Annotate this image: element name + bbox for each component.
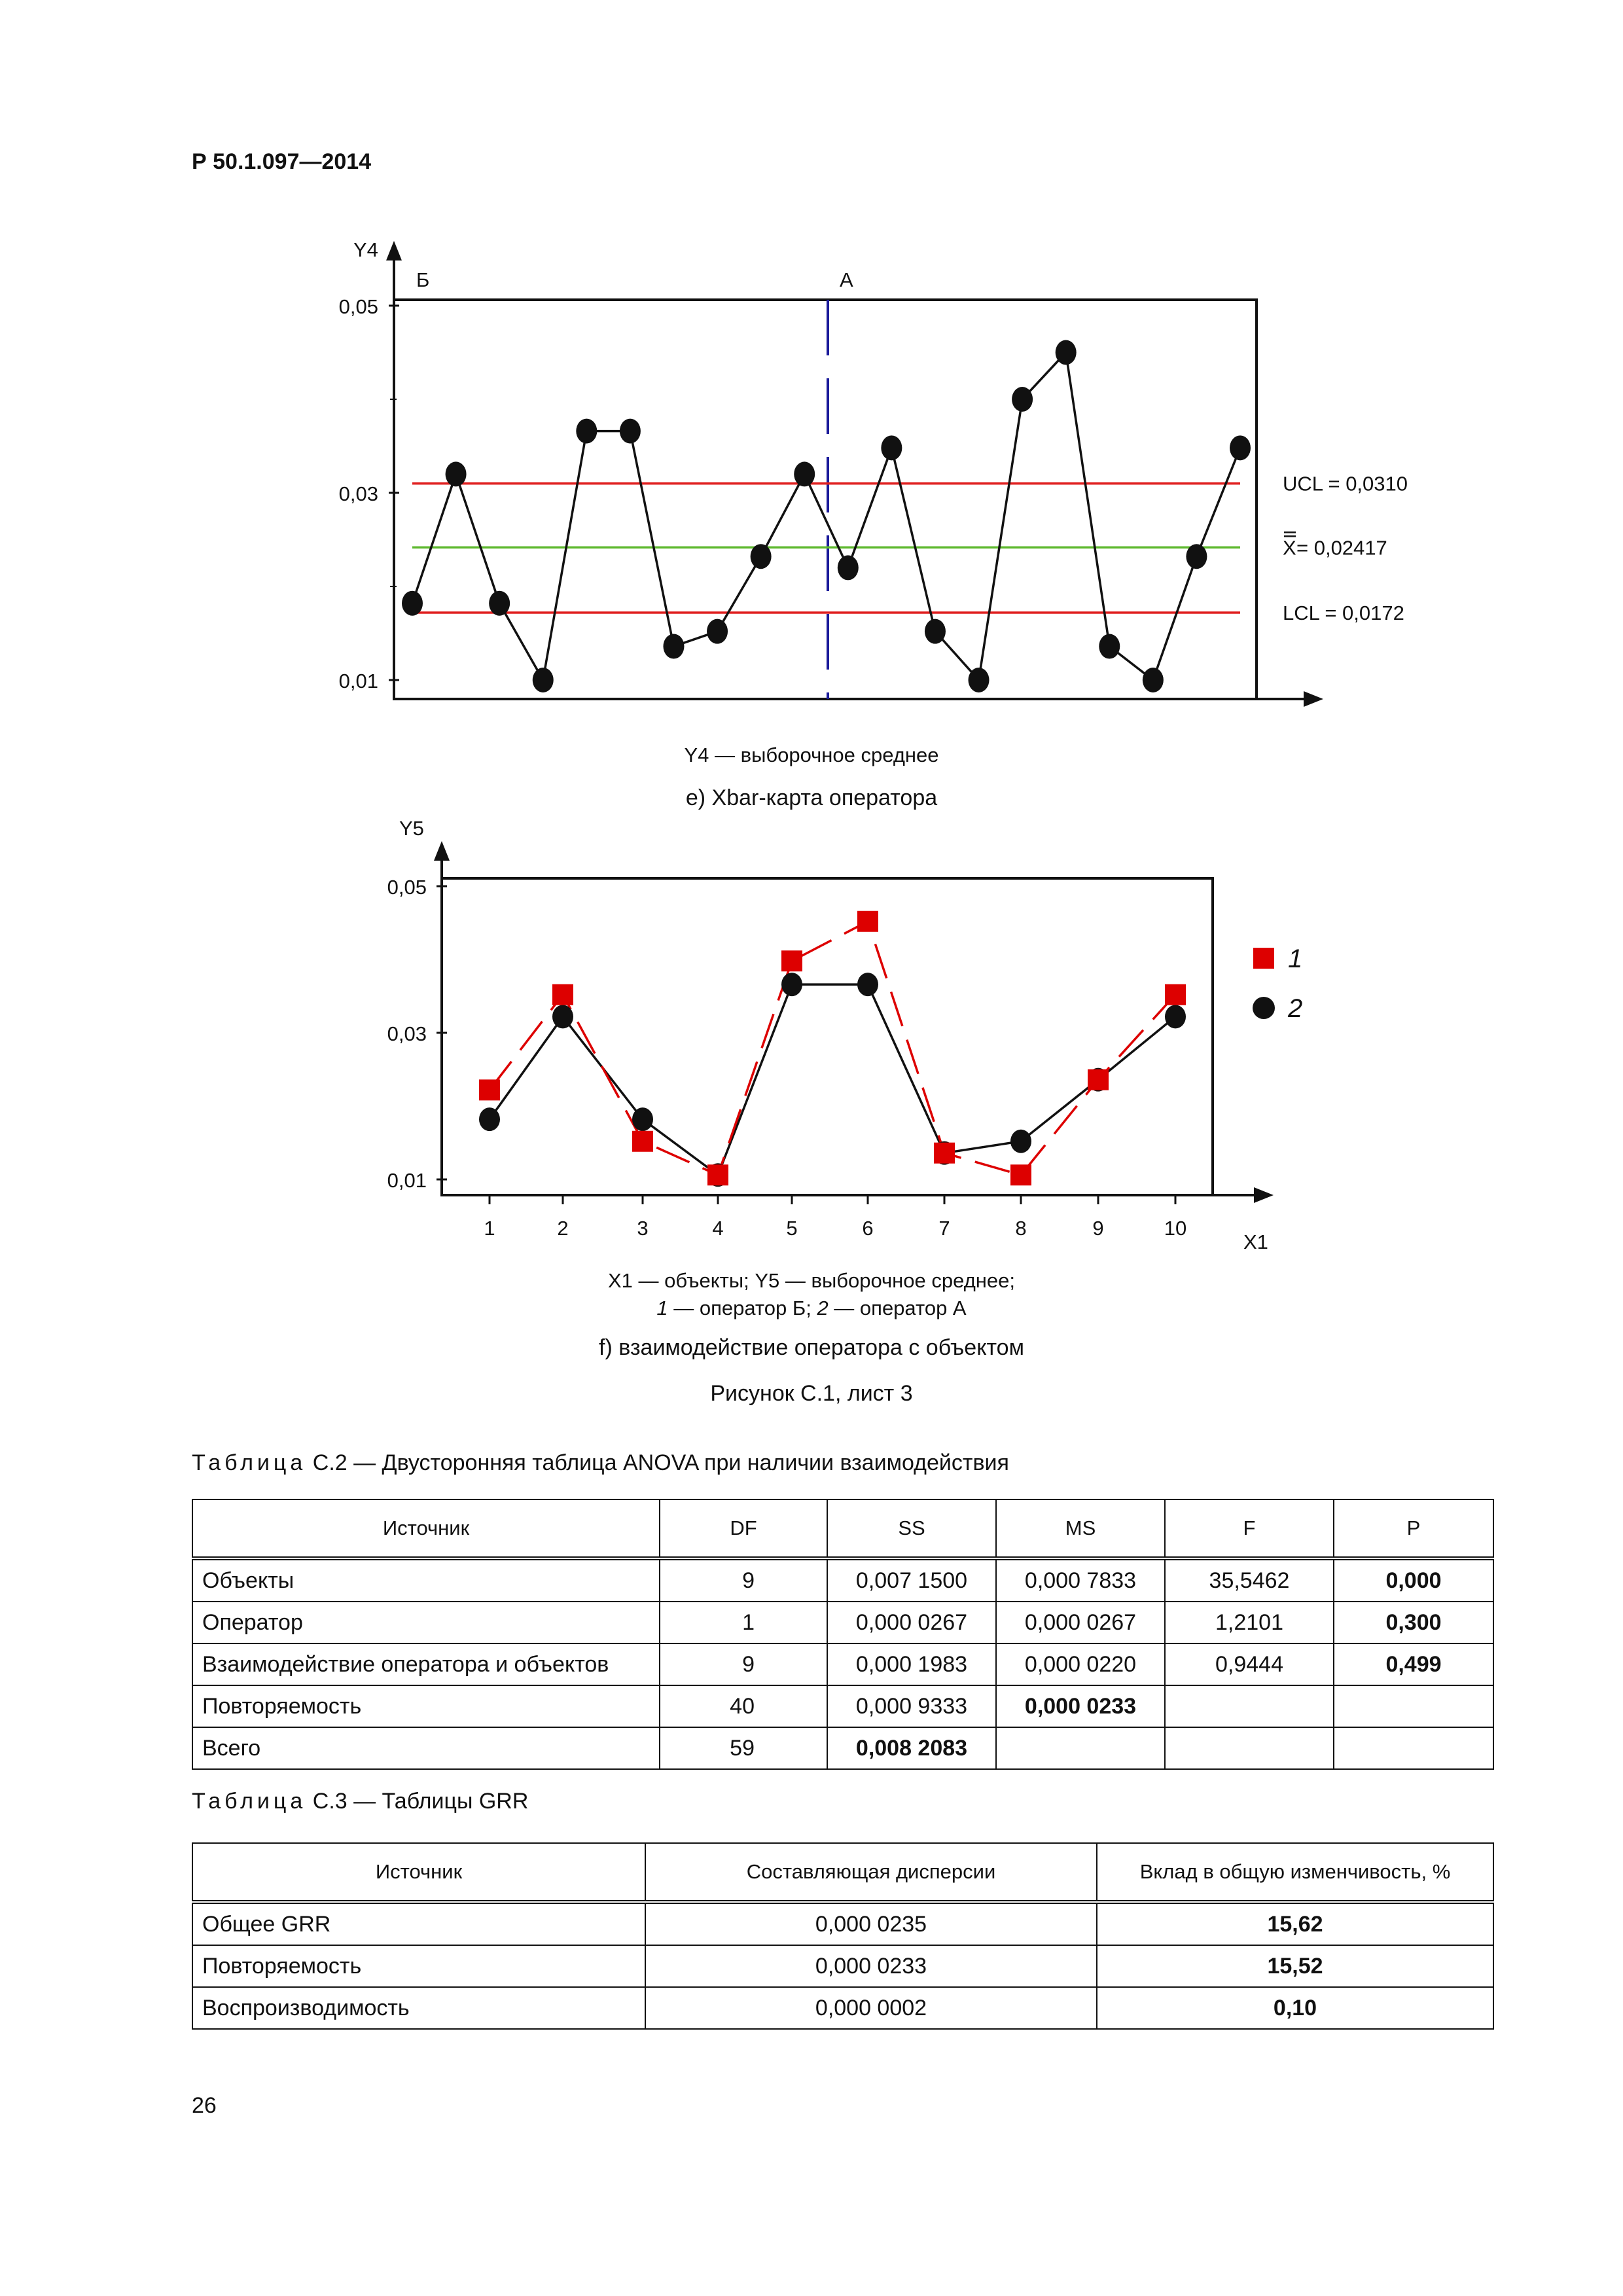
cell-ms: 0,000 7833 (996, 1558, 1165, 1602)
table-row (192, 1685, 1493, 1727)
x-tick-label: 3 (637, 1217, 649, 1240)
series-1-point (934, 1143, 955, 1164)
cell-p: 0,000 (1334, 1558, 1493, 1602)
x-tick-label: 10 (1164, 1217, 1187, 1240)
data-point (576, 419, 597, 444)
mean-value: = 0,02417 (1296, 536, 1387, 560)
note-num-2: 2 (817, 1297, 829, 1319)
mean-label (1283, 532, 1387, 559)
page-number: 26 (192, 2093, 217, 2118)
data-point (751, 544, 772, 569)
table-row (192, 1558, 1493, 1602)
series-2-line (490, 984, 1175, 1175)
table-title-text: С.3 — Таблицы GRR (306, 1789, 529, 1814)
series-1-line (490, 922, 1175, 1175)
data-point (881, 435, 902, 460)
series-2-point (632, 1107, 653, 1131)
col-header: SS (827, 1499, 996, 1558)
data-point (925, 619, 946, 644)
table-c2-title (192, 1450, 1009, 1476)
cell-source: Общее GRR (192, 1902, 645, 1945)
series-2-point (857, 973, 878, 996)
y-axis-arrow-icon (434, 841, 450, 861)
series-1-point (1088, 1069, 1109, 1090)
table-word: Таблица (192, 1789, 307, 1814)
cell-variance: 0,000 0235 (645, 1902, 1097, 1945)
series-1-point (552, 984, 573, 1005)
series-1-point (479, 1079, 500, 1100)
y-axis-label: Y4 (353, 238, 378, 261)
data-point (402, 591, 423, 616)
cell-p: 0,499 (1334, 1643, 1493, 1685)
cell-df: 59 (660, 1727, 827, 1769)
y-tick-label: 0,05 (338, 295, 378, 318)
col-header: P (1334, 1499, 1493, 1558)
table-c3-title (192, 1789, 528, 1814)
y-tick-label: 0,01 (387, 1169, 427, 1192)
cell-source: Повторяемость (192, 1685, 660, 1727)
chart2-note-line2 (0, 1294, 1623, 1323)
cell-source: Всего (192, 1727, 660, 1769)
plot-frame (394, 300, 1257, 699)
y-axis-label: Y5 (399, 817, 424, 840)
anova-table (192, 1499, 1494, 1770)
data-point (620, 419, 641, 444)
series-2-point (781, 973, 802, 996)
series-1-point (707, 1164, 728, 1185)
data-point (969, 668, 990, 692)
col-header: Источник (192, 1499, 660, 1558)
series-group (479, 911, 1186, 1187)
x-tick-label: 4 (712, 1217, 724, 1240)
note-num-1: 1 (656, 1297, 668, 1319)
col-header: DF (660, 1499, 827, 1558)
lcl-label: LCL = 0,0172 (1283, 601, 1404, 625)
cell-ss: 0,008 2083 (827, 1727, 996, 1769)
cell-ms (996, 1727, 1165, 1769)
data-point (1056, 340, 1077, 365)
cell-variance: 0,000 0233 (645, 1945, 1097, 1987)
x-tick-label: 8 (1015, 1217, 1027, 1240)
series-2-point (1165, 1005, 1186, 1028)
data-point (1230, 435, 1251, 460)
table-header-row (192, 1843, 1493, 1902)
series-1-point (1165, 984, 1186, 1005)
y-axis-arrow-icon (386, 241, 402, 260)
y-tick-label: 0,03 (387, 1022, 427, 1045)
table-row (192, 1602, 1493, 1643)
cell-source: Повторяемость (192, 1945, 645, 1987)
col-header: MS (996, 1499, 1165, 1558)
col-header: Составляющая дисперсии (645, 1843, 1097, 1902)
document-code: Р 50.1.097—2014 (192, 149, 372, 174)
table-header-row (192, 1499, 1493, 1558)
interaction-chart (0, 812, 1623, 1270)
series-1-point (781, 950, 802, 971)
x-tick-group (484, 1195, 1186, 1240)
cell-contribution: 15,52 (1097, 1945, 1493, 1987)
data-point (533, 668, 554, 692)
legend-circle-icon (1253, 997, 1275, 1019)
cell-ss: 0,007 1500 (827, 1558, 996, 1602)
cell-p: 0,300 (1334, 1602, 1493, 1643)
table-row (192, 1987, 1493, 2029)
x-tick-label: 5 (786, 1217, 798, 1240)
y-tick-label: 0,01 (338, 670, 378, 692)
grr-table (192, 1842, 1494, 2030)
figure-caption: Рисунок С.1, лист 3 (710, 1381, 913, 1406)
data-point (1012, 387, 1033, 412)
cell-contribution: 15,62 (1097, 1902, 1493, 1945)
table-row (192, 1643, 1493, 1685)
data-point (1143, 668, 1164, 692)
cell-f: 1,2101 (1165, 1602, 1334, 1643)
data-point (1186, 544, 1207, 569)
note-text-2: — оператор А (828, 1297, 967, 1319)
cell-ms: 0,000 0267 (996, 1602, 1165, 1643)
xbar-chart (0, 0, 1623, 746)
cell-ss: 0,000 1983 (827, 1643, 996, 1685)
series-1-point (1010, 1164, 1031, 1185)
series-2-point (1010, 1130, 1031, 1153)
data-point (663, 634, 684, 659)
chart1-note: Y4 — выборочное среднее (684, 744, 939, 766)
cell-p (1334, 1685, 1493, 1727)
chart2-caption: f) взаимодействие оператора с объектом (599, 1335, 1024, 1360)
table-word: Таблица (192, 1450, 307, 1475)
x-tick-label: 7 (938, 1217, 950, 1240)
chart2-note-line1: X1 — объекты; Y5 — выборочное среднее; (608, 1269, 1015, 1292)
cell-df: 40 (660, 1685, 827, 1727)
cell-df: 9 (660, 1643, 827, 1685)
x-tick-label: 2 (557, 1217, 569, 1240)
cell-p (1334, 1727, 1493, 1769)
data-point (446, 461, 467, 486)
x-axis-label: X1 (1243, 1230, 1268, 1253)
x-tick-label: 9 (1092, 1217, 1104, 1240)
cell-ss: 0,000 0267 (827, 1602, 996, 1643)
region-label-b: Б (416, 268, 430, 291)
data-point (838, 555, 859, 580)
data-point (1099, 634, 1120, 659)
cell-f (1165, 1685, 1334, 1727)
table-row (192, 1945, 1493, 1987)
y-tick-label: 0,05 (387, 876, 427, 899)
data-point (794, 461, 815, 486)
cell-f: 0,9444 (1165, 1643, 1334, 1685)
cell-source: Воспроизводимость (192, 1987, 645, 2029)
series-2-point (479, 1107, 500, 1131)
ucl-label: UCL = 0,0310 (1283, 472, 1408, 495)
series-line (412, 353, 1240, 681)
mean-symbol: X (1283, 536, 1296, 560)
cell-source: Взаимодействие оператора и объектов (192, 1643, 660, 1685)
x-axis-arrow-icon (1304, 691, 1323, 707)
table-row (192, 1902, 1493, 1945)
cell-ss: 0,000 9333 (827, 1685, 996, 1727)
series-1-point (632, 1131, 653, 1152)
cell-df: 1 (660, 1602, 827, 1643)
x-axis-arrow-icon (1254, 1187, 1274, 1203)
cell-ms: 0,000 0220 (996, 1643, 1165, 1685)
table-row (192, 1727, 1493, 1769)
cell-f: 35,5462 (1165, 1558, 1334, 1602)
region-label-a: А (840, 268, 853, 291)
legend-label-2: 2 (1288, 994, 1303, 1023)
x-tick-label: 1 (484, 1217, 495, 1240)
legend-label-1: 1 (1288, 944, 1303, 973)
cell-variance: 0,000 0002 (645, 1987, 1097, 2029)
cell-source: Оператор (192, 1602, 660, 1643)
cell-f (1165, 1727, 1334, 1769)
data-point (489, 591, 510, 616)
x-tick-label: 6 (862, 1217, 874, 1240)
y-tick-label: 0,03 (338, 482, 378, 505)
col-header: Источник (192, 1843, 645, 1902)
cell-contribution: 0,10 (1097, 1987, 1493, 2029)
plot-frame (442, 878, 1213, 1195)
series-line-group (402, 340, 1251, 693)
chart1-caption: e) Xbar-карта оператора (685, 785, 938, 810)
table-title-text: С.2 — Двусторонняя таблица ANOVA при наличии взаимодействия (306, 1450, 1009, 1475)
col-header: Вклад в общую изменчивость, % (1097, 1843, 1493, 1902)
note-text-1: — оператор Б; (668, 1297, 817, 1319)
data-point (707, 619, 728, 644)
series-2-point (552, 1005, 573, 1028)
cell-ms: 0,000 0233 (996, 1685, 1165, 1727)
legend-square-icon (1253, 948, 1274, 969)
col-header: F (1165, 1499, 1334, 1558)
cell-source: Объекты (192, 1558, 660, 1602)
cell-df: 9 (660, 1558, 827, 1602)
series-1-point (857, 911, 878, 932)
